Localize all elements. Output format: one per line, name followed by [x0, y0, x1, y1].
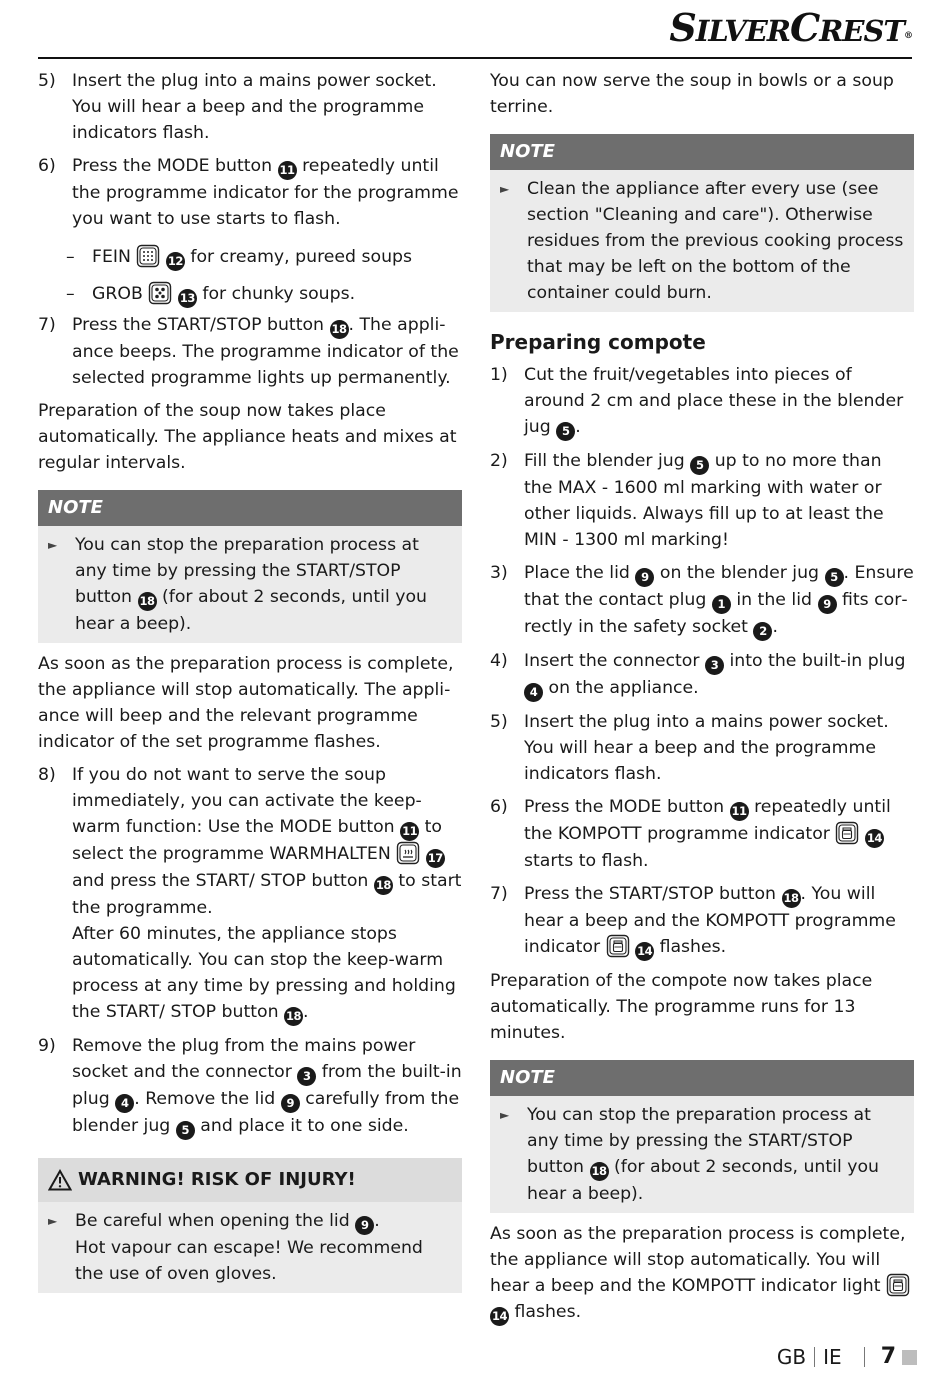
ref-badge: 3	[705, 656, 724, 675]
ref-badge: 11	[400, 822, 419, 841]
step-8: 8) If you do not want to serve the soup immediately, you can activate the keep-warm function: Use the MODE button 11 to select the programme WARMHALTEN 17 and press the START/ STOP button 18 to start the programme. After 60 minutes, the appliance stops automatically. You can stop the keep-warm process at any time by pressing and holding the START/ STOP button 18 .	[38, 762, 462, 1026]
ref-badge: 3	[297, 1067, 316, 1086]
step-5	[38, 68, 462, 146]
paragraph: Preparation of the compote now takes place automatically. The programme runs for 13 minutes.	[490, 971, 873, 1043]
compote-jar-icon	[606, 934, 630, 958]
ref-badge: 18	[782, 889, 801, 908]
fine-texture-icon	[136, 244, 160, 268]
note-title: NOTE	[490, 134, 914, 170]
warning-triangle-icon	[48, 1169, 72, 1191]
paragraph: You can now serve the soup in bowls or a soup terrine.	[490, 71, 894, 117]
ref-badge: 1	[712, 595, 731, 614]
ref-badge: 9	[355, 1216, 374, 1235]
ref-badge: 5	[690, 456, 709, 475]
note-box: NOTE ► You can stop the preparation process at any time by pressing the START/STOP button 18 (for about 2 seconds, until you hear a beep).	[38, 490, 462, 643]
ref-badge: 4	[115, 1094, 134, 1113]
step-3: 3) Place the lid 9 on the blender jug 5 . Ensure that the contact plug 1 in the lid 9 fits correctly in the safety socket 2 .	[490, 560, 914, 641]
divider	[814, 1347, 815, 1367]
step-text: Press the MODE button 11 repeatedly until the programme indicator for the programme you want to use starts to flash.	[72, 156, 459, 229]
keep-warm-icon	[396, 841, 420, 865]
note-box: NOTE ► Clean the appliance after every use (see section "Cleaning and care"). Otherwise residues from the previous cooking process that may be left on the bottom of the container could burn.	[490, 134, 914, 312]
step-2: 2) Fill the blender jug 5 up to no more than the MAX - 1600 ml marking with water or other liquids. Always fill up to at least the MIN - 1300 ml marking!	[490, 451, 884, 550]
ref-badge: 18	[284, 1007, 303, 1026]
step-9: 9) Remove the plug from the mains power socket and the connector 3 from the built-in plug 4 . Remove the lid 9 carefully from the blender jug 5 and place it to one side.	[38, 1033, 462, 1140]
page-footer	[777, 1344, 917, 1370]
ref-badge: 11	[730, 802, 749, 821]
ref-badge: 17	[426, 849, 445, 868]
pointer-arrow-icon: ►	[500, 1108, 510, 1122]
divider	[864, 1347, 865, 1367]
note-box: NOTE ► You can stop the preparation process at any time by pressing the START/STOP button 18 (for about 2 seconds, until you hear a beep).	[490, 1060, 914, 1213]
section-heading: Preparing compote	[490, 330, 706, 354]
warning-title: WARNING! RISK OF INJURY!	[78, 1169, 356, 1190]
left-column	[38, 68, 462, 1301]
page-number: 7	[880, 1344, 896, 1369]
coarse-texture-icon	[148, 281, 172, 305]
ref-badge: 9	[818, 595, 837, 614]
warning-box: WARNING! RISK OF INJURY! ► Be careful when opening the lid 9 . Hot vapour can escape! We recommend the use of oven gloves.	[38, 1158, 462, 1293]
ref-badge: 5	[176, 1121, 195, 1140]
step-text: Insert the plug into a mains power socket. You will hear a beep and the programme indicators flash.	[72, 71, 437, 143]
silvercrest-logo: SILVERCREST®	[669, 5, 912, 50]
ref-badge: 9	[635, 568, 654, 587]
note-title: NOTE	[38, 490, 462, 526]
ref-badge: 18	[374, 876, 393, 895]
compote-jar-icon	[835, 821, 859, 845]
step-number: 6)	[38, 156, 56, 176]
note-title: NOTE	[490, 1060, 914, 1096]
ref-badge: 14	[635, 942, 654, 961]
step-1: 1) Cut the fruit/vegetables into pieces of around 2 cm and place these in the blender jug 5 .	[490, 362, 914, 441]
dash-item-fein: – FEIN 12 for creamy, pureed soups	[66, 244, 462, 271]
page-marker	[902, 1350, 917, 1365]
ref-badge: 5	[556, 422, 575, 441]
ref-badge: 14	[490, 1307, 509, 1326]
language-code: IE	[823, 1345, 842, 1369]
pointer-arrow-icon: ►	[500, 182, 510, 196]
paragraph: As soon as the preparation process is complete, the appliance will stop automatically. You will hear a beep and the KOMPOTT indicator light 14 flashes.	[490, 1221, 914, 1326]
step-number: 5)	[38, 71, 56, 91]
ref-badge: 13	[178, 289, 197, 308]
ref-badge: 14	[865, 829, 884, 848]
paragraph: As soon as the preparation process is complete, the appliance will stop automatically. The appliance will beep and the relevant programme indicator of the set programme flashes.	[38, 654, 454, 752]
paragraph: Preparation of the soup now takes place automatically. The appliance heats and mixes at regular intervals.	[38, 401, 457, 473]
compote-jar-icon	[886, 1273, 910, 1297]
ref-badge: 11	[278, 161, 297, 180]
step-7: 7) Press the START/STOP button 18 . You will hear a beep and the KOMPOTT programme indicator 14 flashes.	[490, 881, 914, 961]
ref-badge: 2	[753, 622, 772, 641]
step-6: 6) Press the MODE button 11 repeatedly until the KOMPOTT programme indicator 14 starts to flash.	[490, 797, 891, 871]
ref-badge: 18	[138, 592, 157, 611]
ref-badge: 18	[330, 320, 349, 339]
step-7: 7) Press the START/STOP button 18 . The appliance beeps. The programme indicator of the selected programme lights up permanently.	[38, 315, 459, 388]
step-4: 4) Insert the connector 3 into the built-in plug 4 on the appliance.	[490, 648, 914, 702]
pointer-arrow-icon: ►	[48, 538, 58, 552]
ref-badge: 12	[166, 252, 185, 271]
dash-item-grob: – GROB 13 for chunky soups.	[66, 281, 462, 308]
ref-badge: 9	[281, 1094, 300, 1113]
ref-badge: 5	[825, 568, 844, 587]
step-6	[38, 153, 462, 232]
right-column	[490, 68, 914, 1333]
ref-badge: 18	[590, 1162, 609, 1181]
language-code: GB	[776, 1345, 807, 1369]
pointer-arrow-icon: ►	[48, 1214, 58, 1228]
ref-badge: 4	[524, 683, 543, 702]
header-rule	[38, 57, 912, 59]
step-5: 5) Insert the plug into a mains power socket. You will hear a beep and the programme indicators flash.	[490, 712, 889, 784]
